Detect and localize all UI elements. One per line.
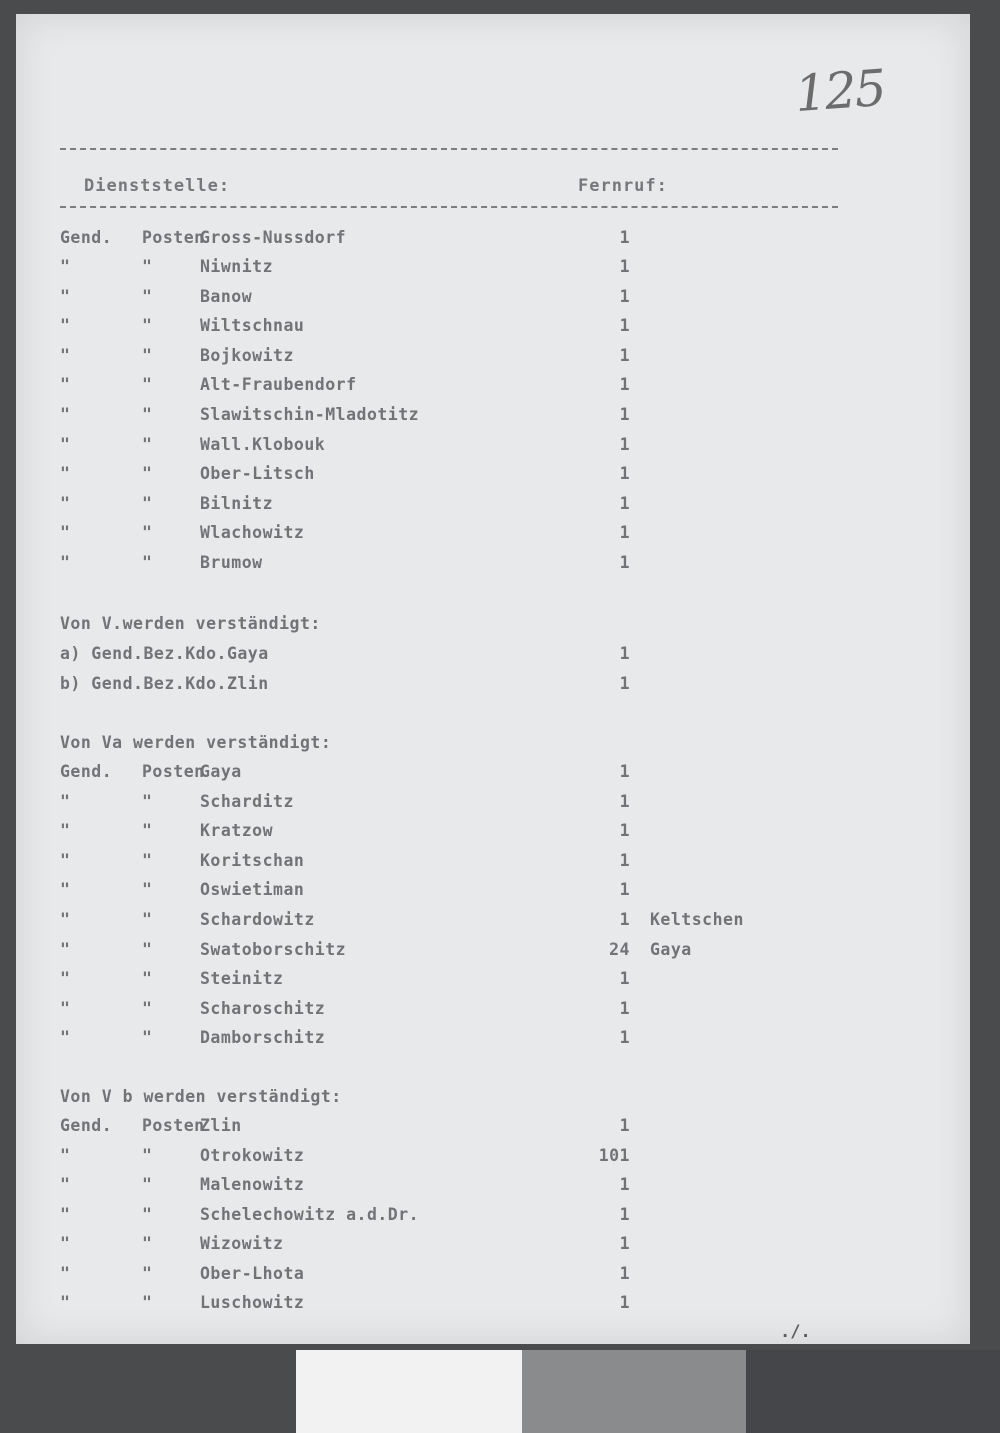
list-item [60,405,880,427]
list-item [60,228,880,250]
item-prefix: Gend. [60,1116,113,1135]
list-item [60,880,880,902]
item-post: " [142,999,153,1018]
item-prefix: " [60,346,71,365]
item-name: Banow [200,287,253,306]
item-number: 1 [619,553,630,572]
item-name: Kratzow [200,821,274,840]
list-item [60,821,880,843]
item-name: Schelechowitz a.d.Dr. [200,1205,420,1224]
item-note: Gaya [650,940,692,959]
item-name: Scharditz [200,792,294,811]
list-item [60,464,880,486]
item-name: a) Gend.Bez.Kdo.Gaya [60,644,269,663]
item-name: Bojkowitz [200,346,294,365]
item-name: Gaya [200,762,242,781]
item-post: " [142,435,153,454]
item-prefix: " [60,910,71,929]
item-prefix: " [60,464,71,483]
item-post: " [142,910,153,929]
list-item [60,257,880,279]
item-name: Malenowitz [200,1175,305,1194]
item-post: " [142,257,153,276]
item-name: Schardowitz [200,910,315,929]
item-prefix: " [60,792,71,811]
list-item [60,1264,880,1286]
item-name: Oswietiman [200,880,305,899]
item-number: 1 [619,644,630,663]
item-number: 1 [619,494,630,513]
item-prefix: " [60,435,71,454]
item-post: " [142,792,153,811]
item-number: 101 [598,1146,630,1165]
item-number: 1 [619,1175,630,1194]
item-prefix: " [60,375,71,394]
item-name: Wall.Klobouk [200,435,326,454]
section-heading [60,614,880,636]
item-name: Zlin [200,1116,242,1135]
list-item [60,792,880,814]
item-prefix: " [60,1028,71,1047]
item-name: Luschowitz [200,1293,305,1312]
item-number: 1 [619,910,630,929]
header-rule [60,206,838,211]
item-prefix: " [60,287,71,306]
item-prefix: " [60,1293,71,1312]
calibration-patch-white [296,1350,522,1433]
item-number: 1 [619,287,630,306]
item-number: 1 [619,523,630,542]
item-prefix: " [60,1234,71,1253]
item-post: " [142,851,153,870]
list-item [60,1293,880,1315]
item-post: " [142,375,153,394]
item-name: Damborschitz [200,1028,326,1047]
list-item [60,999,880,1021]
item-post: " [142,316,153,335]
item-name: Ober-Litsch [200,464,315,483]
item-name: Niwnitz [200,257,274,276]
item-name: Slawitschin-Mladotitz [200,405,420,424]
item-post: " [142,405,153,424]
item-post: " [142,1205,153,1224]
item-name: Wiltschnau [200,316,305,335]
item-number: 1 [619,1028,630,1047]
item-number: 1 [619,405,630,424]
list-item [60,1116,880,1138]
item-post: " [142,523,153,542]
item-number: 1 [619,1234,630,1253]
item-name: Wizowitz [200,1234,284,1253]
item-prefix: " [60,1264,71,1283]
item-post: Posten [142,228,205,247]
item-name: Wlachowitz [200,523,305,542]
list-item [60,1175,880,1197]
item-name: Scharoschitz [200,999,326,1018]
item-post: " [142,1234,153,1253]
item-post: " [142,1264,153,1283]
list-item [60,346,880,368]
item-prefix: " [60,851,71,870]
item-prefix: " [60,553,71,572]
item-number: 1 [619,257,630,276]
item-prefix: " [60,1205,71,1224]
list-item [60,969,880,991]
item-number: 1 [619,346,630,365]
item-post: " [142,553,153,572]
item-prefix: Gend. [60,762,113,781]
list-item [60,494,880,516]
item-prefix: " [60,523,71,542]
item-post: " [142,940,153,959]
item-number: 1 [619,435,630,454]
item-post: " [142,464,153,483]
item-name: Koritschan [200,851,305,870]
top-rule [60,148,838,153]
section-heading [60,733,880,755]
item-post: " [142,821,153,840]
list-item [60,940,880,962]
list-item [60,316,880,338]
item-note: Keltschen [650,910,744,929]
section-heading [60,1087,880,1109]
item-prefix: " [60,880,71,899]
item-post: " [142,1146,153,1165]
item-prefix: " [60,1175,71,1194]
page-number: 125 [793,58,887,124]
item-number: 1 [619,375,630,394]
list-item [60,762,880,784]
item-number: 1 [619,851,630,870]
item-number: 1 [619,464,630,483]
item-number: 1 [619,999,630,1018]
list-item [60,1205,880,1227]
item-number: 1 [619,1205,630,1224]
item-number: 1 [619,969,630,988]
section-va-heading: Von Va werden verständigt: [60,733,332,752]
item-post: " [142,880,153,899]
item-number: 1 [619,1293,630,1312]
list-item [60,375,880,397]
list-item [60,553,880,575]
item-prefix: " [60,940,71,959]
section-vb-heading: Von V b werden verständigt: [60,1087,342,1106]
item-number: 1 [619,228,630,247]
item-name: Swatoborschitz [200,940,347,959]
continuation-mark: ./. [780,1322,811,1342]
item-prefix: " [60,257,71,276]
item-name: b) Gend.Bez.Kdo.Zlin [60,674,269,693]
item-post: " [142,1175,153,1194]
item-number: 1 [619,821,630,840]
list-item [60,851,880,873]
list-item [60,1028,880,1050]
item-number: 1 [619,674,630,693]
list-item [60,1234,880,1256]
item-number: 1 [619,316,630,335]
item-post: " [142,494,153,513]
item-number: 24 [609,940,630,959]
item-post: " [142,346,153,365]
item-number: 1 [619,1264,630,1283]
item-post: " [142,969,153,988]
item-prefix: " [60,1146,71,1165]
item-prefix: " [60,316,71,335]
list-item [60,1146,880,1168]
item-number: 1 [619,880,630,899]
item-number: 1 [619,762,630,781]
list-item [60,287,880,309]
section-v-heading: Von V.werden verständigt: [60,614,321,633]
item-name: Alt-Fraubendorf [200,375,357,394]
item-name: Otrokowitz [200,1146,305,1165]
item-post: " [142,1028,153,1047]
item-name: Gross-Nussdorf [200,228,347,247]
item-name: Steinitz [200,969,284,988]
calibration-patch-gray [522,1350,746,1433]
item-prefix: " [60,405,71,424]
list-item [60,674,880,696]
item-number: 1 [619,792,630,811]
item-prefix: " [60,494,71,513]
item-post: Posten [142,1116,205,1135]
item-prefix: " [60,969,71,988]
item-name: Brumow [200,553,263,572]
list-item [60,523,880,545]
calibration-patch-dark [746,1350,1000,1433]
header-fernruf: Fernruf: [578,176,668,196]
item-prefix: " [60,999,71,1018]
item-post: Posten [142,762,205,781]
list-item [60,910,880,932]
item-prefix: " [60,821,71,840]
item-number: 1 [619,1116,630,1135]
item-name: Ober-Lhota [200,1264,305,1283]
list-item [60,435,880,457]
list-item [60,644,880,666]
item-name: Bilnitz [200,494,274,513]
header-dienststelle: Dienststelle: [84,176,231,196]
item-post: " [142,1293,153,1312]
item-prefix: Gend. [60,228,113,247]
item-post: " [142,287,153,306]
